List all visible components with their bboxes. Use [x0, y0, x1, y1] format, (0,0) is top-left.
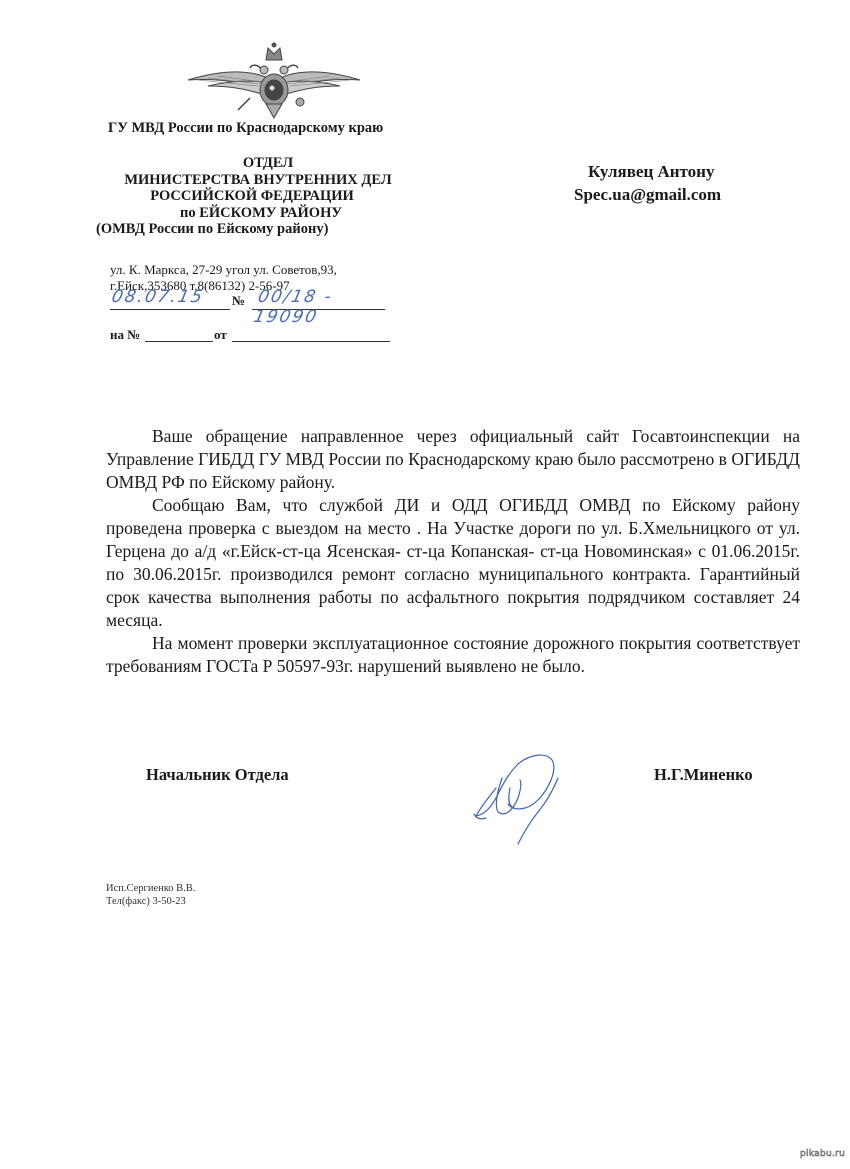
executor-phone: Тел(факс) 3-50-23	[106, 896, 186, 907]
mvd-emblem-icon	[178, 40, 370, 120]
letter-body	[106, 425, 800, 678]
recipient-name: Кулявец Антону	[588, 162, 715, 181]
registration-row	[109, 287, 385, 327]
signatory-title: Начальник Отдела	[146, 765, 289, 784]
reference-number-label: на №	[110, 327, 141, 342]
handwritten-number: 00/18 - 19090	[251, 287, 335, 327]
organization-name: ГУ МВД России по Краснодарскому краю	[108, 120, 384, 136]
recipient-email: Spec.ua@gmail.com	[574, 185, 722, 204]
address-line: ул. К. Маркса, 27-29 угол ул. Советов,93,	[110, 262, 337, 277]
department-block	[96, 155, 400, 238]
number-label: №	[232, 293, 246, 308]
reference-date-underline	[232, 341, 390, 342]
body-paragraph: Ваше обращение направленное через официальный сайт Госавтоинспекции на Управление ГИБДД ГУ МВД России по Краснодарскому краю было рассмотрено в ОГИБДД ОМВД РФ по Ейскому району.	[106, 426, 800, 492]
body-paragraph: Сообщаю Вам, что службой ДИ и ОДД ОГИБДД ОМВД по Ейскому району проведена проверка с выездом на место . На Участке дороги по ул. Б.Хмельницкого от ул. Герцена до а/д «г.Ейск-ст-ца Ясенская- ст-ца Копанская- ст-ца Новоминская» с 01.06.2015г. по 30.06.2015г. производился ремонт согласно муниципального контракта. Гарантийный срок качества выполнения работы по асфальтного покрытия подрядчиком составляет 24 месяца.	[106, 495, 800, 630]
reference-number-underline	[145, 341, 213, 342]
address-line: г.Ейск,353680 т.8(86132) 2-56-97	[110, 278, 290, 293]
recipient-block	[574, 160, 721, 206]
signatory-name: Н.Г.Миненко	[654, 765, 753, 784]
department-line: РОССИЙСКОЙ ФЕДЕРАЦИИ	[150, 188, 354, 204]
executor-block	[106, 882, 195, 908]
reference-from-label: от	[214, 327, 227, 342]
department-line: по ЕЙСКОМУ РАЙОНУ	[180, 204, 342, 221]
date-underline	[110, 309, 230, 310]
reference-row	[110, 327, 390, 345]
source-watermark: pikabu.ru	[800, 1149, 846, 1159]
department-line: ОТДЕЛ	[242, 155, 294, 171]
department-line: МИНИСТЕРСТВА ВНУТРЕННИХ ДЕЛ	[124, 171, 392, 188]
executor-name: Исп.Сергиенко В.В.	[106, 883, 196, 894]
signature-icon	[458, 748, 578, 848]
body-paragraph: На момент проверки эксплуатационное состояние дорожного покрытия соответствует требованиям ГОСТа Р 50597-93г. нарушений выявлено не было.	[106, 633, 800, 676]
handwritten-date: 08.07.15	[109, 287, 206, 307]
department-line: (ОМВД России по Ейскому району)	[96, 221, 329, 237]
